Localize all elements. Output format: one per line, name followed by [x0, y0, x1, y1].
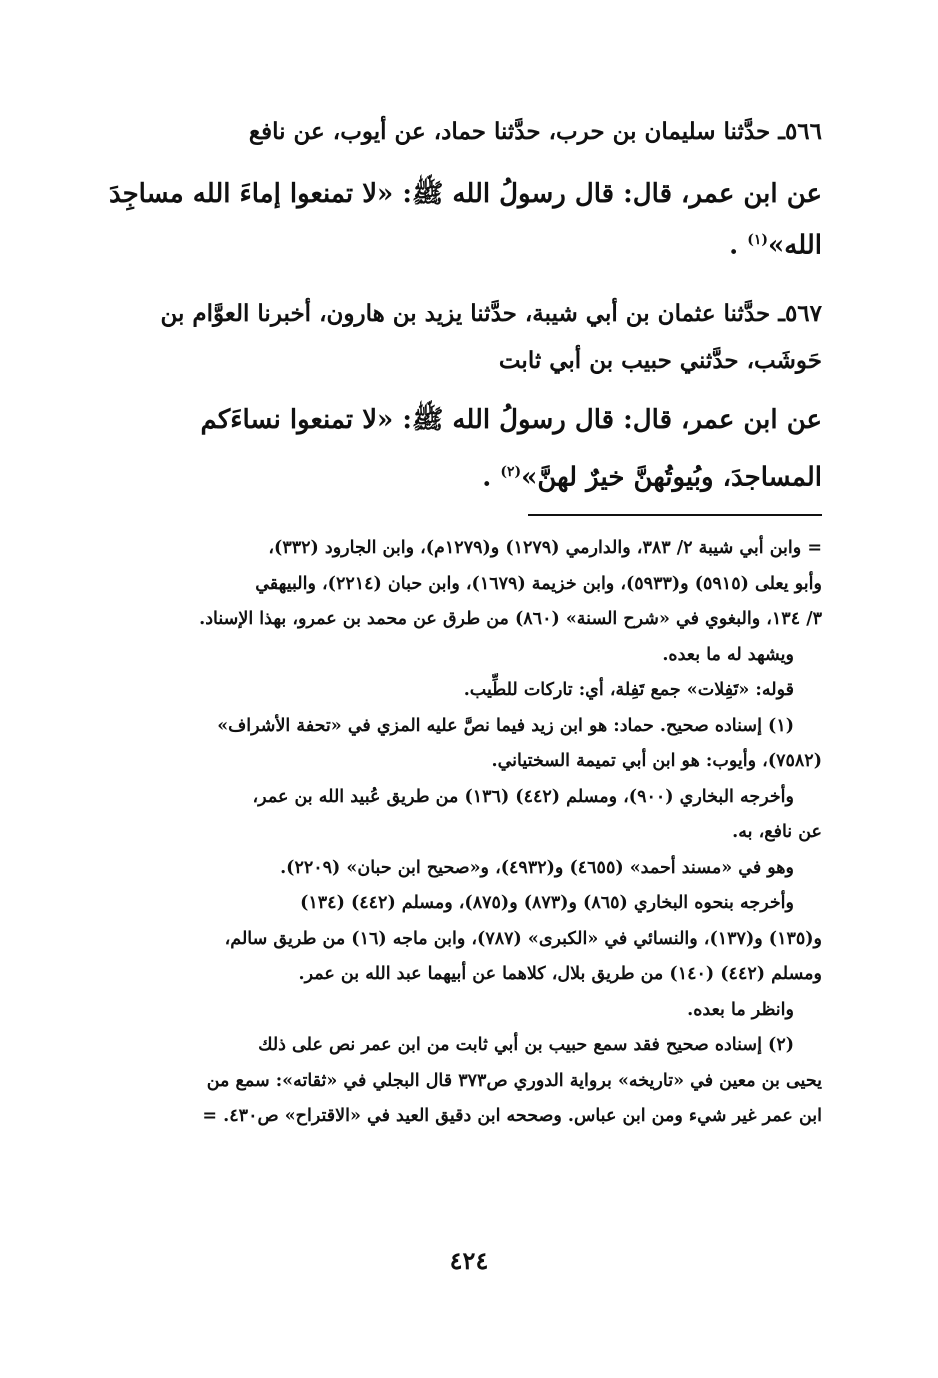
hadith-566-matn-text: الله» — [768, 230, 822, 261]
footnote-line: وأبو يعلى (٥٩١٥) و(٥٩٣٣)، وابن خزيمة (١٦٧٩)، وابن حبان (٢٢١٤)، والبيهقي — [255, 573, 822, 594]
footnote-line: قوله: «تَفِلات» جمع تَفِلة، أي: تاركات للطِّيب. — [463, 680, 794, 700]
footnote-line: وأخرجه بنحوه البخاري (٨٦٥) و(٨٧٣) و(٨٧٥)، ومسلم (٤٤٢) (١٣٤) — [300, 893, 794, 913]
footnote-line: (٢) إسناده صحيح فقد سمع حبيب بن أبي ثابت من ابن عمر نص على ذلك — [258, 1035, 794, 1055]
footnote-line: ٣/ ١٣٤، والبغوي في «شرح السنة» (٨٦٠) من طرق عن محمد بن عمرو، بهذا الإسناد. — [199, 609, 822, 629]
hadith-567-matn — [108, 394, 822, 504]
hadith-566-matn-line-1: عن ابن عمر، قال: قال رسولُ الله ﷺ: «لا تمنعوا إماءَ الله مساجِدَ — [108, 179, 822, 209]
hadith-567-isnad-line-2: حَوشَب، حدَّثني حبيب بن أبي ثابت — [498, 347, 822, 374]
footnote-line: ويشهد له ما بعده. — [662, 644, 794, 665]
hadith-566-isnad: ٥٦٦ـ حدَّثنا سليمان بن حرب، حدَّثنا حماد، عن أيوب، عن نافع — [248, 118, 822, 145]
hadith-567-matn-text: المساجدَ، وبُيوتُهنَّ خيرٌ لهنَّ» — [521, 462, 822, 493]
footnote-line: وانظر ما بعده. — [687, 999, 794, 1020]
footnote-separator — [528, 514, 822, 516]
hadith-566-matn-line-2 — [108, 214, 822, 272]
footnote-line: وهو في «مسند أحمد» (٤٦٥٥) و(٤٩٣٢)، و«صحيح ابن حبان» (٢٢٠٩). — [280, 857, 794, 878]
hadith-567-matn-line-2 — [108, 446, 822, 504]
footnote-line: يحيى بن معين في «تاريخه» برواية الدوري ص٣٧٣ قال البجلي في «ثقاته»: سمع من — [206, 1070, 822, 1091]
page-number: ٤٢٤ — [449, 1246, 489, 1275]
footnote-line: عن نافع، به. — [732, 822, 822, 842]
footnote-line: (١) إسناده صحيح. حماد: هو ابن زيد فيما نصَّ عليه المزي في «تحفة الأشراف» — [217, 715, 794, 736]
footnote-line: ابن عمر غير شيء ومن ابن عباس. وصححه ابن دقيق العيد في «الاقتراح» ص٤٣٠. = — [202, 1106, 822, 1126]
hadith-566-matn-end: . — [729, 230, 739, 261]
hadith-566 — [108, 108, 822, 155]
footnote-ref-2: (٢) — [500, 464, 522, 480]
footnote-ref-1: (١) — [747, 232, 769, 248]
hadith-567-matn-end: . — [482, 462, 492, 493]
footnotes — [108, 531, 822, 1135]
footnote-line: (٧٥٨٢)، وأيوب: هو ابن أبي تميمة السختياني. — [491, 751, 822, 771]
hadith-567-isnad — [108, 290, 822, 384]
hadith-566-matn — [108, 168, 822, 272]
hadith-567-isnad-line-1: ٥٦٧ـ حدَّثنا عثمان بن أبي شيبة، حدَّثنا يزيد بن هارون، أخبرنا العوَّام بن — [160, 300, 822, 327]
footnote-line: = وابن أبي شيبة ٢/ ٣٨٣، والدارمي (١٢٧٩) و(١٢٧٩م)، وابن الجارود (٣٣٢)، — [268, 538, 822, 558]
footnote-line: وأخرجه البخاري (٩٠٠)، ومسلم (٤٤٢) (١٣٦) من طريق عُبيد الله بن عمر، — [252, 786, 794, 807]
footnote-line: و(١٣٥) و(١٣٧)، والنسائي في «الكبرى» (٧٨٧)، وابن ماجه (١٦) من طريق سالم، — [224, 928, 822, 949]
hadith-567-matn-line-1: عن ابن عمر، قال: قال رسولُ الله ﷺ: «لا تمنعوا نساءَكم — [200, 405, 822, 435]
footnote-line: ومسلم (٤٤٢) (١٤٠) من طريق بلال، كلاهما عن أبيهما عبد الله بن عمر. — [298, 964, 822, 984]
